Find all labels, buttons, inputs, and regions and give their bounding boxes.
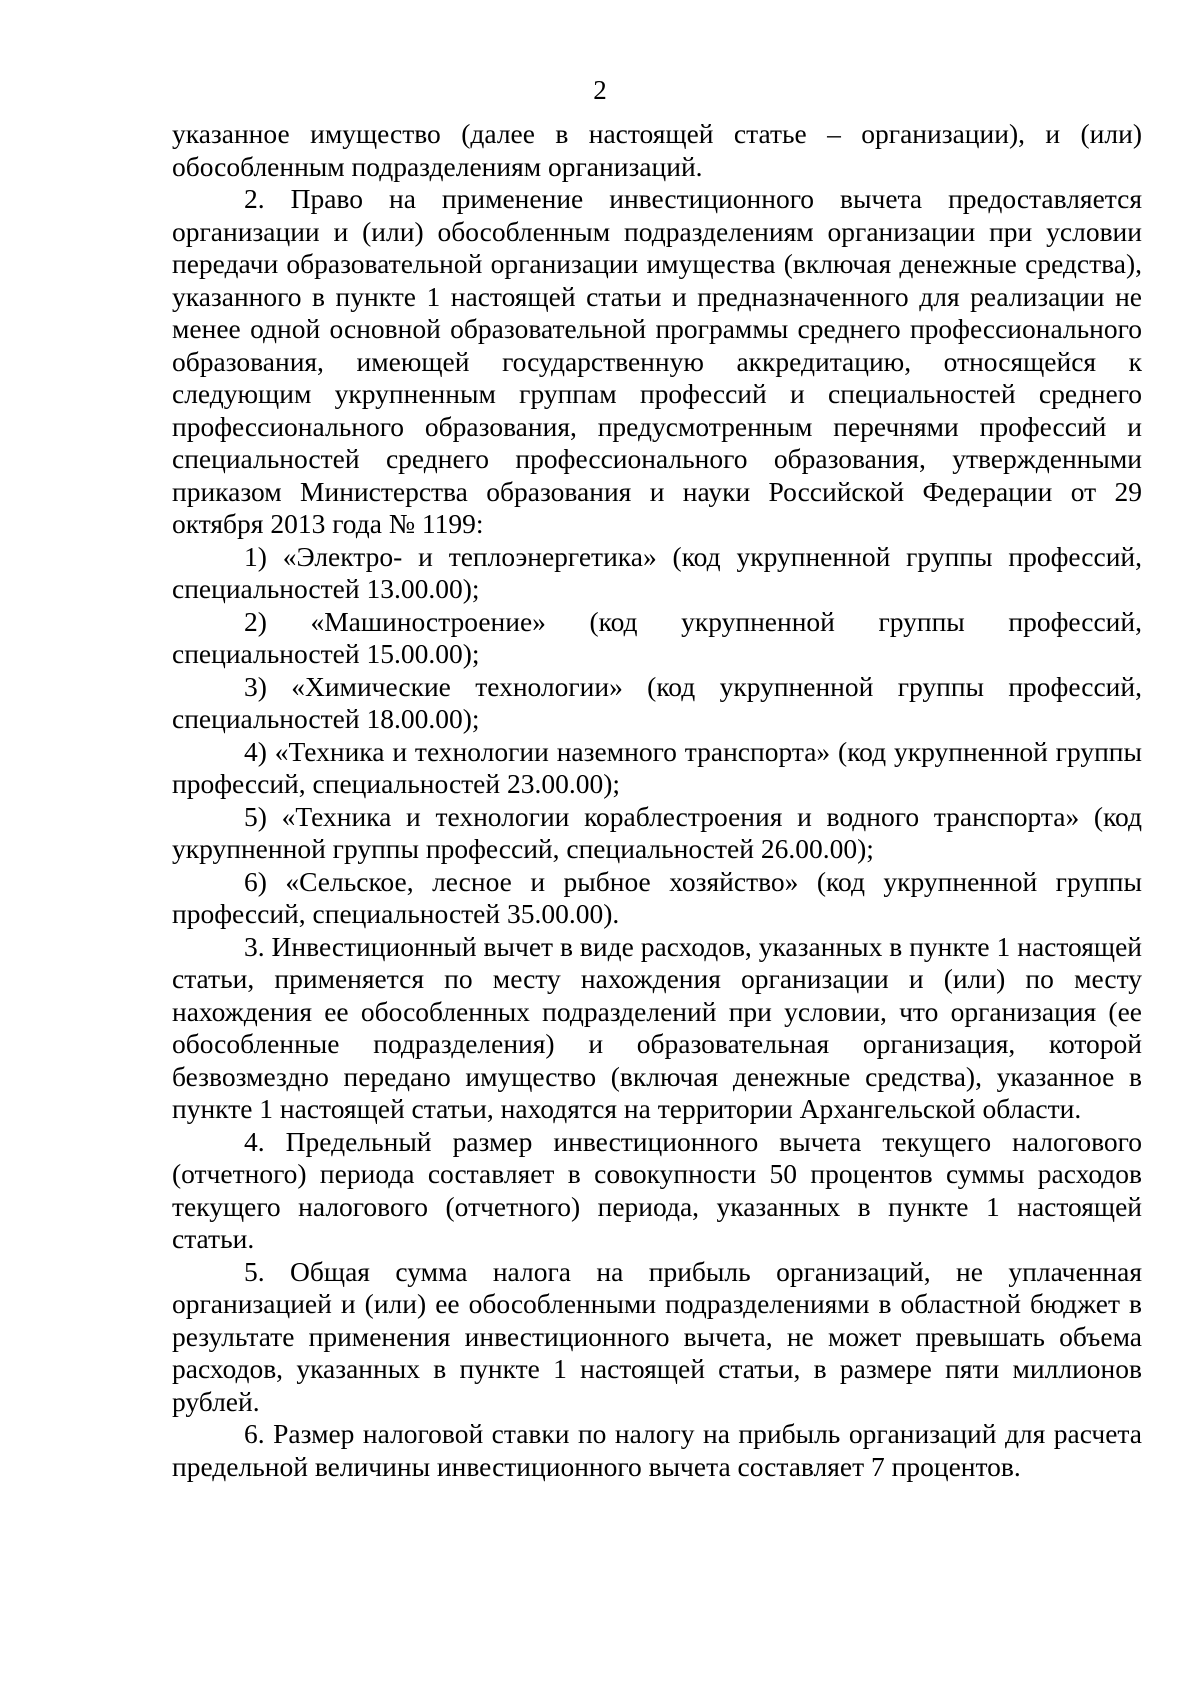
list-item-1: 1) «Электро- и теплоэнергетика» (код укрупненной группы профессий, специальностей 13.00.00); (172, 540, 1142, 604)
paragraph-clause-6: 6. Размер налоговой ставки по налогу на прибыль организаций для расчета предельной величины инвестиционного вычета составляет 7 процентов. (172, 1418, 1142, 1482)
paragraph-clause-2: 2. Право на применение инвестиционного вычета предоставляется организации и (или) обособленным подразделениям организации при условии передачи образовательной организации имущества (включая денежные средства), указанного в пункте 1 настоящей статьи и предназначенного для реализации не менее одной основной образовательной программы среднего профессионального образования, имеющей государственную аккредитацию, относящейся к следующим укрупненным группам профессий и специальностей среднего профессионального образования, предусмотренным перечнями профессий и специальностей среднего профессионального образования, утвержденными приказом Министерства образования и науки Российской Федерации от 29 октября 2013 года № 1199: (172, 183, 1142, 539)
document-body (172, 118, 1142, 1483)
list-item-5: 5) «Техника и технологии кораблестроения и водного транспорта» (код укрупненной группы профессий, специальностей 26.00.00); (172, 800, 1142, 864)
paragraph-continuation: указанное имущество (далее в настоящей статье – организации), и (или) обособленным подразделениям организаций. (172, 118, 1142, 182)
list-item-6: 6) «Сельское, лесное и рыбное хозяйство» (код укрупненной группы профессий, специальностей 35.00.00). (172, 865, 1142, 929)
paragraph-clause-5: 5. Общая сумма налога на прибыль организаций, не уплаченная организацией и (или) ее обособленными подразделениями в областной бюджет в результате применения инвестиционного вычета, не может превышать объема расходов, указанных в пункте 1 настоящей статьи, в размере пяти миллионов рублей. (172, 1255, 1142, 1417)
paragraph-clause-4: 4. Предельный размер инвестиционного вычета текущего налогового (отчетного) периода составляет в совокупности 50 процентов суммы расходов текущего налогового (отчетного) периода, указанных в пункте 1 настоящей статьи. (172, 1125, 1142, 1254)
paragraph-clause-3: 3. Инвестиционный вычет в виде расходов, указанных в пункте 1 настоящей статьи, применяется по месту нахождения организации и (или) по месту нахождения ее обособленных подразделений при условии, что организация (ее обособленные подразделения) и образовательная организация, которой безвозмездно передано имущество (включая денежные средства), указанное в пункте 1 настоящей статьи, находятся на территории Архангельской области. (172, 930, 1142, 1124)
list-item-2: 2) «Машиностроение» (код укрупненной группы профессий, специальностей 15.00.00); (172, 605, 1142, 669)
list-item-4: 4) «Техника и технологии наземного транспорта» (код укрупненной группы профессий, специальностей 23.00.00); (172, 735, 1142, 799)
page-number: 2 (593, 75, 607, 105)
list-item-3: 3) «Химические технологии» (код укрупненной группы профессий, специальностей 18.00.00); (172, 670, 1142, 734)
